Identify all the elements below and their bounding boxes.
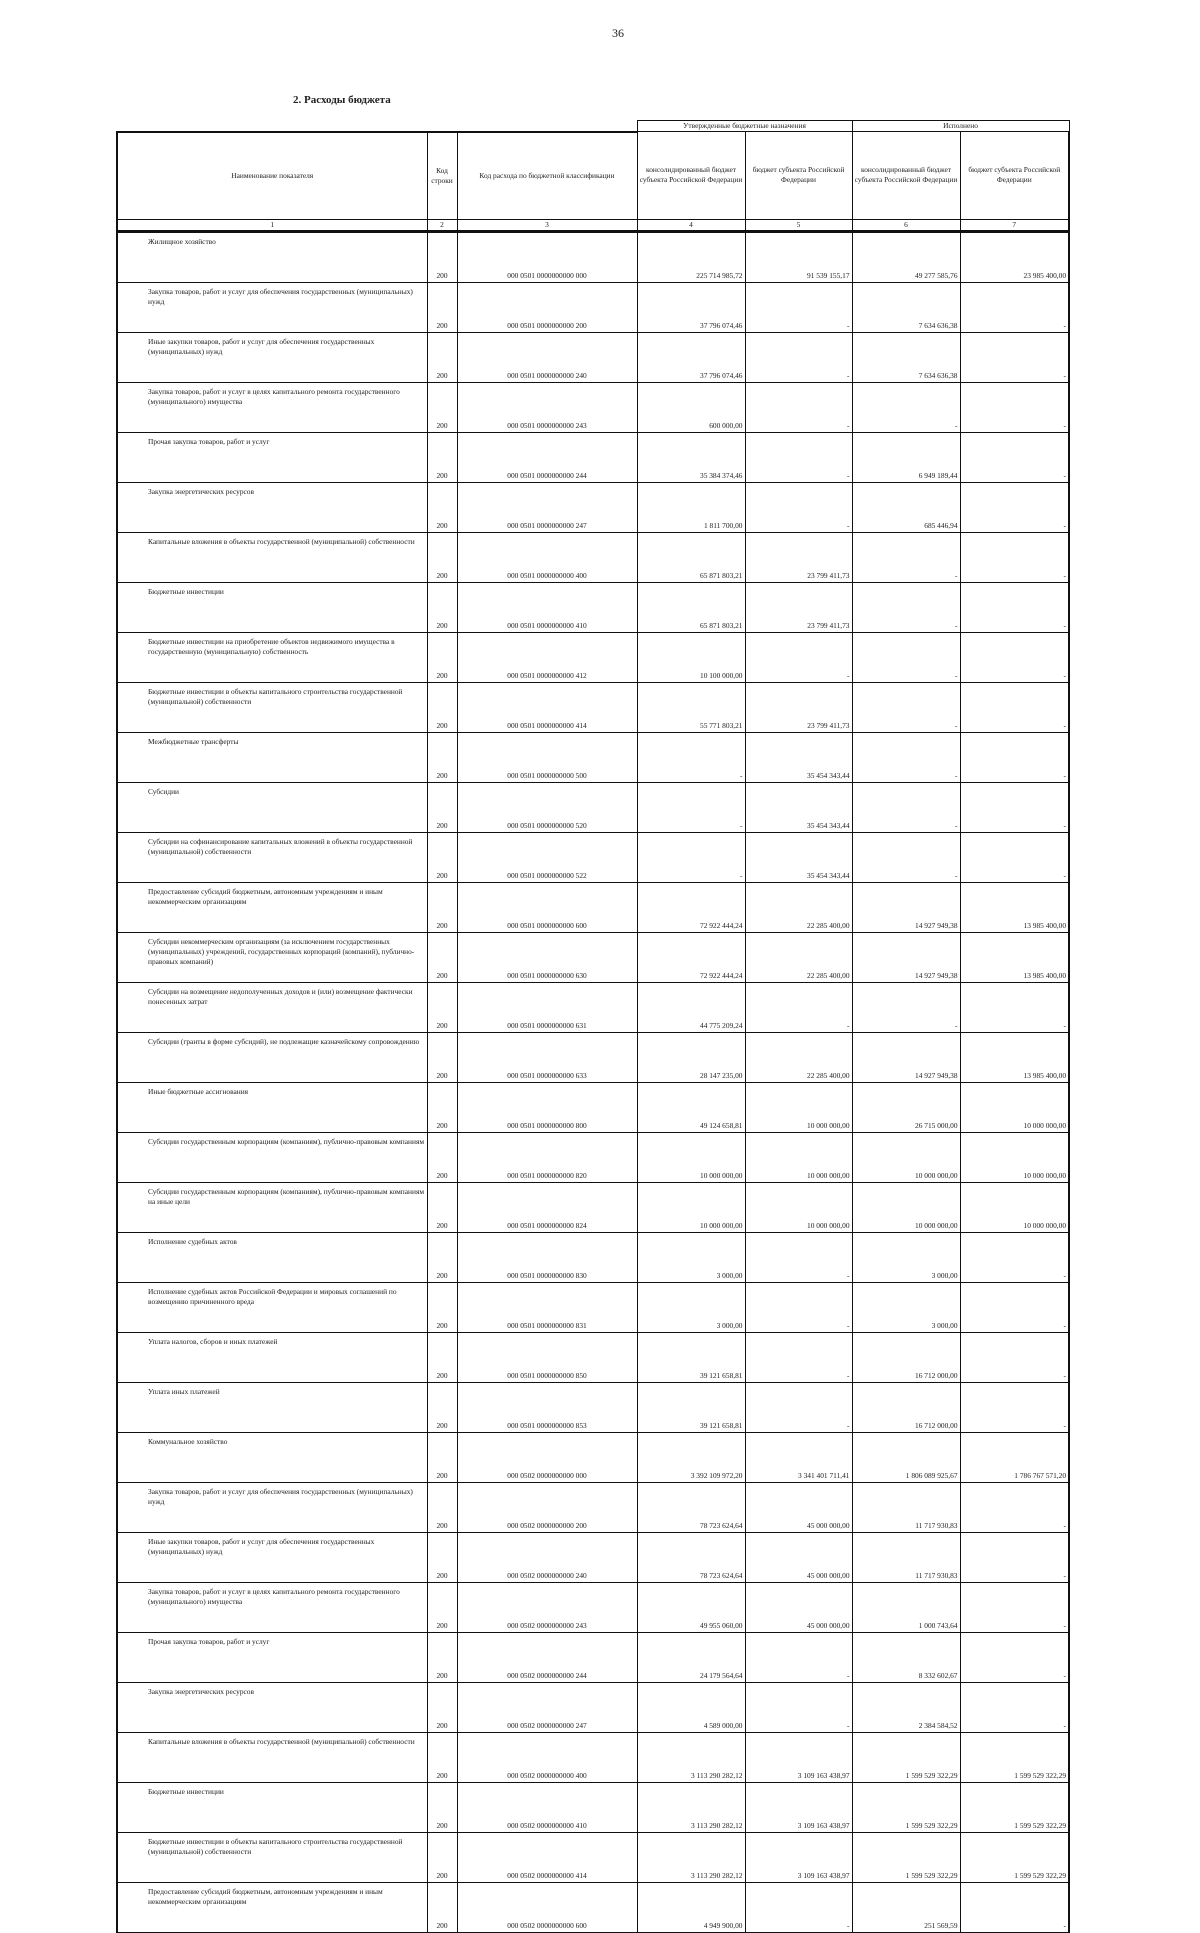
row-line-code: 200 bbox=[427, 482, 457, 532]
row-subject-approved: 3 109 163 438,97 bbox=[745, 1732, 852, 1782]
row-subject-approved: - bbox=[745, 1282, 852, 1332]
row-class-code: 000 0502 0000000000 240 bbox=[457, 1532, 637, 1582]
row-subject-approved: 23 799 411,73 bbox=[745, 532, 852, 582]
row-consolidated-approved: 10 000 000,00 bbox=[637, 1182, 745, 1232]
row-class-code: 000 0502 0000000000 243 bbox=[457, 1582, 637, 1632]
header-consolidated-executed: консолидированный бюджет субъекта Российской Федерации bbox=[852, 132, 960, 220]
row-subject-executed: 10 000 000,00 bbox=[960, 1182, 1069, 1232]
table-row bbox=[117, 1732, 1069, 1782]
row-line-code: 200 bbox=[427, 1482, 457, 1532]
row-class-code: 000 0501 0000000000 522 bbox=[457, 832, 637, 882]
row-class-code: 000 0502 0000000000 000 bbox=[457, 1432, 637, 1482]
row-name: Бюджетные инвестиции bbox=[117, 582, 427, 632]
table-row bbox=[117, 1632, 1069, 1682]
row-class-code: 000 0501 0000000000 412 bbox=[457, 632, 637, 682]
row-subject-executed: - bbox=[960, 282, 1069, 332]
row-consolidated-approved: 35 384 374,46 bbox=[637, 432, 745, 482]
row-subject-executed: - bbox=[960, 382, 1069, 432]
row-name: Бюджетные инвестиции bbox=[117, 1782, 427, 1832]
row-consolidated-executed: - bbox=[852, 732, 960, 782]
row-name: Иные бюджетные ассигнования bbox=[117, 1082, 427, 1132]
row-class-code: 000 0502 0000000000 244 bbox=[457, 1632, 637, 1682]
row-subject-approved: 45 000 000,00 bbox=[745, 1532, 852, 1582]
row-consolidated-executed: 2 384 584,52 bbox=[852, 1682, 960, 1732]
row-class-code: 000 0501 0000000000 820 bbox=[457, 1132, 637, 1182]
row-line-code: 200 bbox=[427, 1182, 457, 1232]
row-subject-executed: 1 786 767 571,20 bbox=[960, 1432, 1069, 1482]
row-class-code: 000 0501 0000000000 240 bbox=[457, 332, 637, 382]
row-consolidated-approved: 37 796 074,46 bbox=[637, 332, 745, 382]
table-row bbox=[117, 1082, 1069, 1132]
table-row bbox=[117, 1232, 1069, 1282]
row-consolidated-approved: 24 179 564,64 bbox=[637, 1632, 745, 1682]
row-line-code: 200 bbox=[427, 532, 457, 582]
row-consolidated-executed: 7 634 636,38 bbox=[852, 282, 960, 332]
row-subject-executed: - bbox=[960, 582, 1069, 632]
row-consolidated-executed: 6 949 189,44 bbox=[852, 432, 960, 482]
row-consolidated-approved: - bbox=[637, 832, 745, 882]
row-name: Коммунальное хозяйство bbox=[117, 1432, 427, 1482]
row-consolidated-approved: 3 000,00 bbox=[637, 1282, 745, 1332]
row-consolidated-executed: 1 599 529 322,29 bbox=[852, 1782, 960, 1832]
row-subject-approved: 91 539 155,17 bbox=[745, 231, 852, 282]
row-class-code: 000 0501 0000000000 824 bbox=[457, 1182, 637, 1232]
row-subject-executed: - bbox=[960, 1532, 1069, 1582]
row-consolidated-executed: 16 712 000,00 bbox=[852, 1382, 960, 1432]
row-line-code: 200 bbox=[427, 1432, 457, 1482]
row-consolidated-executed: 3 000,00 bbox=[852, 1282, 960, 1332]
row-name: Иные закупки товаров, работ и услуг для обеспечения государственных (муниципальных) нужд bbox=[117, 332, 427, 382]
row-class-code: 000 0501 0000000000 414 bbox=[457, 682, 637, 732]
expenses-table bbox=[116, 120, 1070, 1933]
row-name: Бюджетные инвестиции на приобретение объектов недвижимого имущества в государственную (муниципальную) собственность bbox=[117, 632, 427, 682]
row-name: Закупка товаров, работ и услуг для обеспечения государственных (муниципальных) нужд bbox=[117, 282, 427, 332]
row-subject-executed: - bbox=[960, 732, 1069, 782]
row-subject-executed: - bbox=[960, 1282, 1069, 1332]
row-line-code: 200 bbox=[427, 882, 457, 932]
row-subject-approved: 35 454 343,44 bbox=[745, 732, 852, 782]
row-class-code: 000 0501 0000000000 243 bbox=[457, 382, 637, 432]
row-class-code: 000 0501 0000000000 830 bbox=[457, 1232, 637, 1282]
row-consolidated-executed: 1 599 529 322,29 bbox=[852, 1832, 960, 1882]
row-name: Жилищное хозяйство bbox=[117, 231, 427, 282]
row-consolidated-approved: 72 922 444,24 bbox=[637, 932, 745, 982]
table-row bbox=[117, 932, 1069, 982]
row-name: Закупка энергетических ресурсов bbox=[117, 1682, 427, 1732]
row-consolidated-executed: 1 599 529 322,29 bbox=[852, 1732, 960, 1782]
row-subject-approved: 23 799 411,73 bbox=[745, 682, 852, 732]
row-subject-approved: 35 454 343,44 bbox=[745, 832, 852, 882]
row-line-code: 200 bbox=[427, 582, 457, 632]
row-consolidated-executed: - bbox=[852, 782, 960, 832]
row-class-code: 000 0501 0000000000 633 bbox=[457, 1032, 637, 1082]
row-subject-executed: - bbox=[960, 632, 1069, 682]
row-subject-approved: 22 285 400,00 bbox=[745, 932, 852, 982]
row-consolidated-approved: 3 113 290 282,12 bbox=[637, 1732, 745, 1782]
row-consolidated-executed: 1 000 743,64 bbox=[852, 1582, 960, 1632]
row-class-code: 000 0501 0000000000 631 bbox=[457, 982, 637, 1032]
row-subject-approved: 22 285 400,00 bbox=[745, 1032, 852, 1082]
row-subject-executed: - bbox=[960, 782, 1069, 832]
row-consolidated-approved: 49 124 658,81 bbox=[637, 1082, 745, 1132]
table-row bbox=[117, 1832, 1069, 1882]
row-consolidated-executed: - bbox=[852, 832, 960, 882]
row-name: Субсидии государственным корпорациям (компаниям), публично-правовым компаниям bbox=[117, 1132, 427, 1182]
table-row bbox=[117, 432, 1069, 482]
row-subject-executed: - bbox=[960, 1882, 1069, 1932]
row-subject-executed: - bbox=[960, 532, 1069, 582]
row-subject-executed: 13 985 400,00 bbox=[960, 1032, 1069, 1082]
row-subject-executed: - bbox=[960, 1632, 1069, 1682]
row-consolidated-approved: 28 147 235,00 bbox=[637, 1032, 745, 1082]
row-subject-executed: - bbox=[960, 1582, 1069, 1632]
row-consolidated-approved: 3 113 290 282,12 bbox=[637, 1832, 745, 1882]
col-number: 7 bbox=[960, 219, 1069, 231]
table-row bbox=[117, 1882, 1069, 1932]
row-consolidated-executed: - bbox=[852, 532, 960, 582]
row-line-code: 200 bbox=[427, 1532, 457, 1582]
table-row bbox=[117, 582, 1069, 632]
table-row bbox=[117, 1432, 1069, 1482]
row-consolidated-executed: 685 446,94 bbox=[852, 482, 960, 532]
row-subject-approved: - bbox=[745, 1632, 852, 1682]
row-consolidated-executed: 8 332 602,67 bbox=[852, 1632, 960, 1682]
row-line-code: 200 bbox=[427, 1682, 457, 1732]
table-row bbox=[117, 1032, 1069, 1082]
header-line-code: Код строки bbox=[427, 132, 457, 220]
header-consolidated-approved: консолидированный бюджет субъекта Российской Федерации bbox=[637, 132, 745, 220]
row-class-code: 000 0502 0000000000 600 bbox=[457, 1882, 637, 1932]
table-row bbox=[117, 332, 1069, 382]
header-group-executed: Исполнено bbox=[852, 121, 1069, 132]
row-consolidated-approved: 1 811 700,00 bbox=[637, 482, 745, 532]
table-row bbox=[117, 782, 1069, 832]
row-consolidated-executed: 7 634 636,38 bbox=[852, 332, 960, 382]
row-consolidated-executed: 16 712 000,00 bbox=[852, 1332, 960, 1382]
row-consolidated-executed: - bbox=[852, 632, 960, 682]
row-class-code: 000 0501 0000000000 850 bbox=[457, 1332, 637, 1382]
table-row bbox=[117, 1682, 1069, 1732]
row-class-code: 000 0502 0000000000 200 bbox=[457, 1482, 637, 1532]
table-row bbox=[117, 382, 1069, 432]
row-subject-approved: - bbox=[745, 1882, 852, 1932]
row-line-code: 200 bbox=[427, 782, 457, 832]
page-number: 36 bbox=[612, 26, 624, 40]
row-name: Прочая закупка товаров, работ и услуг bbox=[117, 432, 427, 482]
row-subject-executed: 13 985 400,00 bbox=[960, 882, 1069, 932]
row-subject-approved: 45 000 000,00 bbox=[745, 1582, 852, 1632]
row-consolidated-executed: 10 000 000,00 bbox=[852, 1132, 960, 1182]
row-class-code: 000 0501 0000000000 500 bbox=[457, 732, 637, 782]
row-consolidated-executed: 49 277 585,76 bbox=[852, 231, 960, 282]
header-spacer bbox=[117, 121, 637, 132]
row-name: Уплата налогов, сборов и иных платежей bbox=[117, 1332, 427, 1382]
row-subject-executed: 23 985 400,00 bbox=[960, 231, 1069, 282]
row-consolidated-approved: 37 796 074,46 bbox=[637, 282, 745, 332]
row-line-code: 200 bbox=[427, 682, 457, 732]
row-subject-executed: - bbox=[960, 982, 1069, 1032]
row-name: Иные закупки товаров, работ и услуг для обеспечения государственных (муниципальных) нужд bbox=[117, 1532, 427, 1582]
row-name: Субсидии некоммерческим организациям (за исключением государственных (муниципальных) учреждений, государственных корпораций (компаний), публично-правовых компаний) bbox=[117, 932, 427, 982]
row-line-code: 200 bbox=[427, 1782, 457, 1832]
row-subject-approved: - bbox=[745, 1382, 852, 1432]
row-line-code: 200 bbox=[427, 1282, 457, 1332]
row-line-code: 200 bbox=[427, 832, 457, 882]
table-row bbox=[117, 1382, 1069, 1432]
row-line-code: 200 bbox=[427, 1382, 457, 1432]
row-class-code: 000 0502 0000000000 414 bbox=[457, 1832, 637, 1882]
row-class-code: 000 0502 0000000000 247 bbox=[457, 1682, 637, 1732]
row-subject-approved: 3 109 163 438,97 bbox=[745, 1832, 852, 1882]
row-name: Капитальные вложения в объекты государственной (муниципальной) собственности bbox=[117, 1732, 427, 1782]
row-subject-executed: 1 599 529 322,29 bbox=[960, 1732, 1069, 1782]
row-line-code: 200 bbox=[427, 932, 457, 982]
row-line-code: 200 bbox=[427, 282, 457, 332]
table-row bbox=[117, 982, 1069, 1032]
row-subject-executed: 1 599 529 322,29 bbox=[960, 1832, 1069, 1882]
row-name: Субсидии bbox=[117, 782, 427, 832]
row-subject-approved: - bbox=[745, 382, 852, 432]
row-consolidated-approved: 3 392 109 972,20 bbox=[637, 1432, 745, 1482]
row-consolidated-approved: 72 922 444,24 bbox=[637, 882, 745, 932]
col-number: 4 bbox=[637, 219, 745, 231]
col-number: 2 bbox=[427, 219, 457, 231]
row-class-code: 000 0502 0000000000 410 bbox=[457, 1782, 637, 1832]
table-row bbox=[117, 1182, 1069, 1232]
row-consolidated-executed: 11 717 930,83 bbox=[852, 1482, 960, 1532]
row-name: Закупка товаров, работ и услуг для обеспечения государственных (муниципальных) нужд bbox=[117, 1482, 427, 1532]
row-class-code: 000 0501 0000000000 000 bbox=[457, 231, 637, 282]
row-subject-approved: 10 000 000,00 bbox=[745, 1082, 852, 1132]
row-subject-approved: 3 109 163 438,97 bbox=[745, 1782, 852, 1832]
row-subject-executed: 13 985 400,00 bbox=[960, 932, 1069, 982]
row-consolidated-executed: 26 715 000,00 bbox=[852, 1082, 960, 1132]
row-consolidated-executed: 14 927 949,38 bbox=[852, 932, 960, 982]
table-row bbox=[117, 832, 1069, 882]
row-name: Бюджетные инвестиции в объекты капитального строительства государственной (муниципальной) собственности bbox=[117, 1832, 427, 1882]
row-consolidated-executed: - bbox=[852, 582, 960, 632]
row-subject-approved: - bbox=[745, 982, 852, 1032]
row-line-code: 200 bbox=[427, 1332, 457, 1382]
row-subject-approved: - bbox=[745, 332, 852, 382]
row-consolidated-approved: 4 949 900,00 bbox=[637, 1882, 745, 1932]
row-name: Бюджетные инвестиции в объекты капитального строительства государственной (муниципальной) собственности bbox=[117, 682, 427, 732]
row-line-code: 200 bbox=[427, 1632, 457, 1682]
row-consolidated-executed: 251 569,59 bbox=[852, 1882, 960, 1932]
row-subject-executed: - bbox=[960, 482, 1069, 532]
row-consolidated-executed: - bbox=[852, 682, 960, 732]
row-subject-executed: 10 000 000,00 bbox=[960, 1082, 1069, 1132]
row-subject-approved: 3 341 401 711,41 bbox=[745, 1432, 852, 1482]
row-name: Предоставление субсидий бюджетным, автономным учреждениям и иным некоммерческим организациям bbox=[117, 1882, 427, 1932]
table-row bbox=[117, 1532, 1069, 1582]
row-line-code: 200 bbox=[427, 1582, 457, 1632]
row-name: Прочая закупка товаров, работ и услуг bbox=[117, 1632, 427, 1682]
row-subject-approved: - bbox=[745, 432, 852, 482]
row-consolidated-approved: 3 113 290 282,12 bbox=[637, 1782, 745, 1832]
row-name: Закупка энергетических ресурсов bbox=[117, 482, 427, 532]
row-subject-executed: 1 599 529 322,29 bbox=[960, 1782, 1069, 1832]
row-consolidated-approved: 600 000,00 bbox=[637, 382, 745, 432]
row-subject-approved: - bbox=[745, 282, 852, 332]
col-number: 6 bbox=[852, 219, 960, 231]
row-consolidated-approved: - bbox=[637, 732, 745, 782]
row-consolidated-approved: 3 000,00 bbox=[637, 1232, 745, 1282]
row-consolidated-executed: 1 806 089 925,67 bbox=[852, 1432, 960, 1482]
row-subject-executed: - bbox=[960, 1382, 1069, 1432]
table-row bbox=[117, 282, 1069, 332]
row-class-code: 000 0501 0000000000 600 bbox=[457, 882, 637, 932]
row-name: Исполнение судебных актов bbox=[117, 1232, 427, 1282]
row-name: Исполнение судебных актов Российской Федерации и мировых соглашений по возмещению причиненного вреда bbox=[117, 1282, 427, 1332]
row-consolidated-approved: 65 871 803,21 bbox=[637, 582, 745, 632]
row-subject-approved: - bbox=[745, 632, 852, 682]
row-class-code: 000 0501 0000000000 244 bbox=[457, 432, 637, 482]
row-name: Субсидии на софинансирование капитальных вложений в объекты государственной (муниципальной) собственности bbox=[117, 832, 427, 882]
table-row bbox=[117, 632, 1069, 682]
col-number: 1 bbox=[117, 219, 427, 231]
row-subject-executed: - bbox=[960, 1682, 1069, 1732]
row-line-code: 200 bbox=[427, 432, 457, 482]
col-number: 5 bbox=[745, 219, 852, 231]
table-row bbox=[117, 231, 1069, 282]
row-consolidated-executed: 10 000 000,00 bbox=[852, 1182, 960, 1232]
row-subject-executed: - bbox=[960, 1482, 1069, 1532]
row-class-code: 000 0501 0000000000 630 bbox=[457, 932, 637, 982]
row-line-code: 200 bbox=[427, 1232, 457, 1282]
row-consolidated-executed: - bbox=[852, 382, 960, 432]
header-subject-executed: бюджет субъекта Российской Федерации bbox=[960, 132, 1069, 220]
row-subject-executed: - bbox=[960, 432, 1069, 482]
row-consolidated-executed: - bbox=[852, 982, 960, 1032]
row-name: Закупка товаров, работ и услуг в целях капитального ремонта государственного (муниципального) имущества bbox=[117, 382, 427, 432]
row-subject-approved: - bbox=[745, 1332, 852, 1382]
row-consolidated-executed: 14 927 949,38 bbox=[852, 1032, 960, 1082]
row-name: Межбюджетные трансферты bbox=[117, 732, 427, 782]
row-consolidated-approved: 78 723 624,64 bbox=[637, 1532, 745, 1582]
row-line-code: 200 bbox=[427, 1882, 457, 1932]
row-name: Предоставление субсидий бюджетным, автономным учреждениям и иным некоммерческим организациям bbox=[117, 882, 427, 932]
table-row bbox=[117, 732, 1069, 782]
row-subject-approved: 10 000 000,00 bbox=[745, 1182, 852, 1232]
row-subject-approved: 35 454 343,44 bbox=[745, 782, 852, 832]
table-row bbox=[117, 1132, 1069, 1182]
row-name: Субсидии государственным корпорациям (компаниям), публично-правовым компаниям на иные цели bbox=[117, 1182, 427, 1232]
row-subject-executed: - bbox=[960, 1232, 1069, 1282]
table-row bbox=[117, 1582, 1069, 1632]
row-line-code: 200 bbox=[427, 982, 457, 1032]
row-consolidated-executed: 3 000,00 bbox=[852, 1232, 960, 1282]
row-consolidated-approved: 49 955 060,00 bbox=[637, 1582, 745, 1632]
row-subject-approved: 45 000 000,00 bbox=[745, 1482, 852, 1532]
table-row bbox=[117, 1282, 1069, 1332]
row-name: Закупка товаров, работ и услуг в целях капитального ремонта государственного (муниципального) имущества bbox=[117, 1582, 427, 1632]
table-row bbox=[117, 882, 1069, 932]
row-line-code: 200 bbox=[427, 382, 457, 432]
table-row bbox=[117, 1482, 1069, 1532]
row-line-code: 200 bbox=[427, 1132, 457, 1182]
header-class-code: Код расхода по бюджетной классификации bbox=[457, 132, 637, 220]
header-group-approved: Утвержденные бюджетные назначения bbox=[637, 121, 852, 132]
row-consolidated-approved: 39 121 658,81 bbox=[637, 1382, 745, 1432]
row-line-code: 200 bbox=[427, 1082, 457, 1132]
row-subject-approved: 23 799 411,73 bbox=[745, 582, 852, 632]
row-subject-approved: - bbox=[745, 1682, 852, 1732]
row-consolidated-approved: 44 775 209,24 bbox=[637, 982, 745, 1032]
row-subject-approved: - bbox=[745, 482, 852, 532]
row-consolidated-approved: 10 000 000,00 bbox=[637, 1132, 745, 1182]
row-class-code: 000 0501 0000000000 247 bbox=[457, 482, 637, 532]
row-class-code: 000 0502 0000000000 400 bbox=[457, 1732, 637, 1782]
row-line-code: 200 bbox=[427, 1732, 457, 1782]
row-consolidated-approved: 55 771 803,21 bbox=[637, 682, 745, 732]
table-row bbox=[117, 1782, 1069, 1832]
row-line-code: 200 bbox=[427, 632, 457, 682]
row-name: Субсидии (гранты в форме субсидий), не подлежащие казначейскому сопровождению bbox=[117, 1032, 427, 1082]
row-class-code: 000 0501 0000000000 410 bbox=[457, 582, 637, 632]
row-consolidated-approved: 65 871 803,21 bbox=[637, 532, 745, 582]
row-name: Субсидии на возмещение недополученных доходов и (или) возмещение фактически понесенных затрат bbox=[117, 982, 427, 1032]
section-title: 2. Расходы бюджета bbox=[293, 94, 391, 106]
row-class-code: 000 0501 0000000000 831 bbox=[457, 1282, 637, 1332]
row-consolidated-approved: 39 121 658,81 bbox=[637, 1332, 745, 1382]
row-consolidated-approved: 10 100 000,00 bbox=[637, 632, 745, 682]
row-subject-executed: - bbox=[960, 682, 1069, 732]
header-name: Наименование показателя bbox=[117, 132, 427, 220]
row-consolidated-approved: 4 589 000,00 bbox=[637, 1682, 745, 1732]
row-subject-executed: - bbox=[960, 832, 1069, 882]
row-line-code: 200 bbox=[427, 1832, 457, 1882]
row-subject-executed: 10 000 000,00 bbox=[960, 1132, 1069, 1182]
row-subject-approved: 22 285 400,00 bbox=[745, 882, 852, 932]
row-name: Капитальные вложения в объекты государственной (муниципальной) собственности bbox=[117, 532, 427, 582]
row-consolidated-executed: 11 717 930,83 bbox=[852, 1532, 960, 1582]
table-row bbox=[117, 532, 1069, 582]
row-line-code: 200 bbox=[427, 1032, 457, 1082]
row-class-code: 000 0501 0000000000 520 bbox=[457, 782, 637, 832]
table-row bbox=[117, 482, 1069, 532]
row-class-code: 000 0501 0000000000 853 bbox=[457, 1382, 637, 1432]
header-subject-approved: бюджет субъекта Российской Федерации bbox=[745, 132, 852, 220]
row-subject-executed: - bbox=[960, 1332, 1069, 1382]
row-subject-approved: - bbox=[745, 1232, 852, 1282]
row-line-code: 200 bbox=[427, 732, 457, 782]
row-subject-approved: 10 000 000,00 bbox=[745, 1132, 852, 1182]
row-subject-executed: - bbox=[960, 332, 1069, 382]
row-line-code: 200 bbox=[427, 332, 457, 382]
row-class-code: 000 0501 0000000000 800 bbox=[457, 1082, 637, 1132]
row-consolidated-approved: - bbox=[637, 782, 745, 832]
table-row bbox=[117, 1332, 1069, 1382]
table-row bbox=[117, 682, 1069, 732]
row-consolidated-approved: 225 714 985,72 bbox=[637, 231, 745, 282]
col-number: 3 bbox=[457, 219, 637, 231]
row-name: Уплата иных платежей bbox=[117, 1382, 427, 1432]
row-class-code: 000 0501 0000000000 400 bbox=[457, 532, 637, 582]
row-class-code: 000 0501 0000000000 200 bbox=[457, 282, 637, 332]
row-consolidated-approved: 78 723 624,64 bbox=[637, 1482, 745, 1532]
row-line-code: 200 bbox=[427, 231, 457, 282]
row-consolidated-executed: 14 927 949,38 bbox=[852, 882, 960, 932]
